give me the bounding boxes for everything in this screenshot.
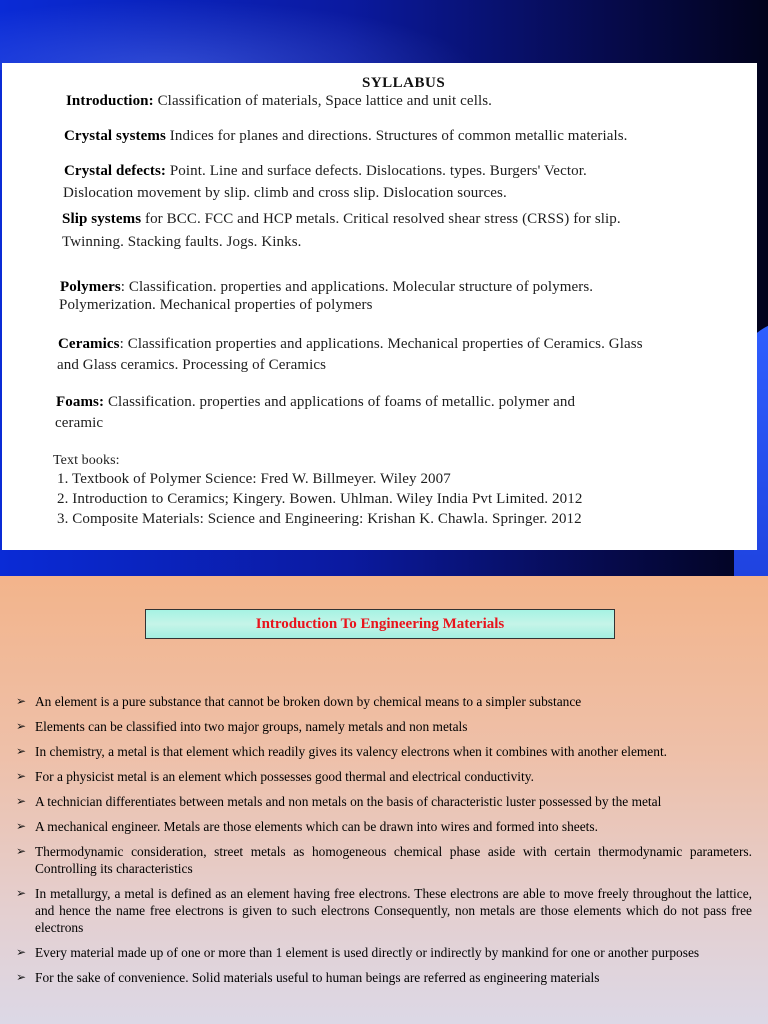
arrow-bullet-icon: ➢ xyxy=(16,970,27,984)
bullet-list xyxy=(16,693,752,994)
syllabus-line-introduction: Introduction: Classification of materials, Space lattice and unit cells. xyxy=(66,93,493,109)
background-highlight xyxy=(0,0,480,70)
slide-title: Introduction To Engineering Materials xyxy=(255,615,505,632)
bullet-item: ➢ Every material made up of one or more than 1 element is used directly or indirectly by mankind for one or another purposes xyxy=(16,945,700,960)
textbook-2: 2. Introduction to Ceramics; Kingery. Bowen. Uhlman. Wiley India Pvt Limited. 2012 xyxy=(57,491,583,507)
arrow-bullet-icon: ➢ xyxy=(16,819,27,833)
bullet-item: ➢ Elements can be classified into two major groups, namely metals and non metals xyxy=(16,719,468,734)
syllabus-line-ceramics-2: and Glass ceramics. Processing of Ceramics xyxy=(57,357,327,373)
bullet-item: ➢ For the sake of convenience. Solid materials useful to human beings are referred as engineering materials xyxy=(16,970,600,985)
bullet-item: ➢ An element is a pure substance that cannot be broken down by chemical means to a simpler substance xyxy=(16,694,582,709)
arrow-bullet-icon: ➢ xyxy=(16,886,27,900)
bullet-item: ➢ For a physicist metal is an element which possesses good thermal and electrical conductivity. xyxy=(16,769,534,784)
syllabus-title: SYLLABUS xyxy=(362,75,446,91)
syllabus-line-foams-2: ceramic xyxy=(55,415,104,431)
slide-introduction xyxy=(0,576,768,1024)
bullet-item: ➢ A mechanical engineer. Metals are those elements which can be drawn into wires and formed into sheets. xyxy=(16,819,598,834)
textbook-3: 3. Composite Materials: Science and Engineering: Krishan K. Chawla. Springer. 2012 xyxy=(57,511,582,527)
arrow-bullet-icon: ➢ xyxy=(16,744,27,758)
slide-title-box xyxy=(145,609,615,639)
syllabus-line-polymers-2: Polymerization. Mechanical properties of polymers xyxy=(59,297,373,313)
syllabus-line-slip-systems: Slip systems for BCC. FCC and HCP metals. Critical resolved shear stress (CRSS) for slip. xyxy=(62,211,621,227)
syllabus-line-crystal-systems: Crystal systems Indices for planes and directions. Structures of common metallic materials. xyxy=(64,128,628,144)
bullet-item: ➢ Thermodynamic consideration, street metals as homogeneous chemical phase aside with certain thermodynamic parameters. Controlling its characteristics xyxy=(16,844,752,876)
syllabus-line-crystal-defects: Crystal defects: Point. Line and surface defects. Dislocations. types. Burgers' Vector. xyxy=(64,163,587,179)
arrow-bullet-icon: ➢ xyxy=(16,844,27,858)
arrow-bullet-icon: ➢ xyxy=(16,945,27,959)
arrow-bullet-icon: ➢ xyxy=(16,769,27,783)
syllabus-line-slip-systems-2: Twinning. Stacking faults. Jogs. Kinks. xyxy=(62,234,302,250)
bullet-item: ➢ In metallurgy, a metal is defined as an element having free electrons. These electrons are able to move freely throughout the lattice, and hence the name free electrons is given to such electrons Consequently, non metals are those elements which do not pass free electrons xyxy=(16,886,752,935)
textbook-1: 1. Textbook of Polymer Science: Fred W. Billmeyer. Wiley 2007 xyxy=(57,471,451,487)
syllabus-line-foams: Foams: Classification. properties and applications of foams of metallic. polymer and xyxy=(56,394,576,410)
arrow-bullet-icon: ➢ xyxy=(16,719,27,733)
syllabus-scan xyxy=(2,63,757,550)
arrow-bullet-icon: ➢ xyxy=(16,694,27,708)
bullet-item: ➢ A technician differentiates between metals and non metals on the basis of characteristic luster possessed by the metal xyxy=(16,794,662,809)
textbooks-heading: Text books: xyxy=(53,453,120,468)
syllabus-line-ceramics: Ceramics: Classification properties and applications. Mechanical properties of Ceramics. Glass xyxy=(58,336,643,352)
arrow-bullet-icon: ➢ xyxy=(16,794,27,808)
syllabus-line-crystal-defects-2: Dislocation movement by slip. climb and cross slip. Dislocation sources. xyxy=(63,185,507,201)
syllabus-line-polymers: Polymers: Classification. properties and applications. Molecular structure of polymers. xyxy=(60,279,594,295)
bullet-item: ➢ In chemistry, a metal is that element which readily gives its valency electrons when it combines with another element. xyxy=(16,744,668,759)
